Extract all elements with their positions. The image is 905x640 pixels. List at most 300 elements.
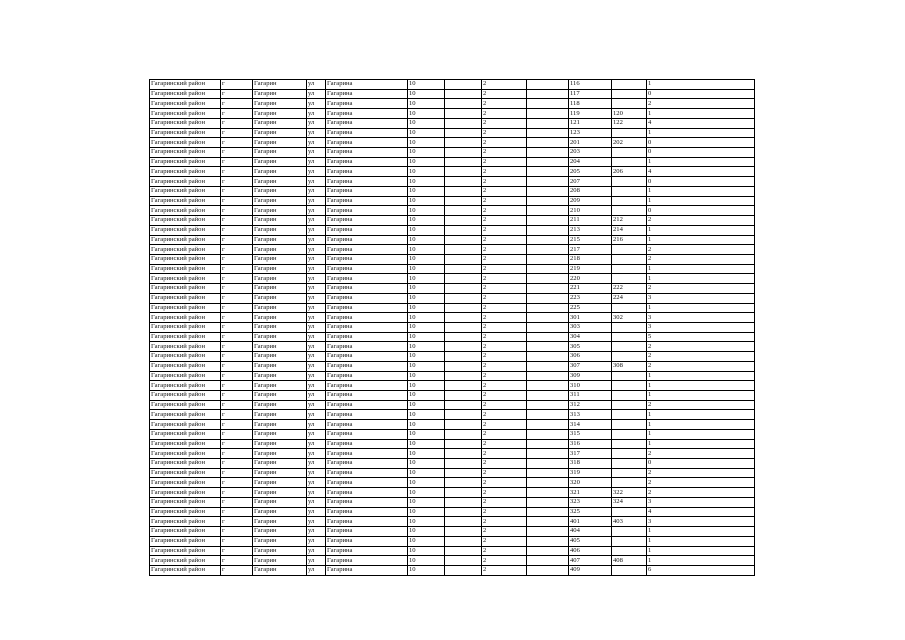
apartment-cell: 201 bbox=[569, 138, 612, 148]
building-cell bbox=[445, 478, 482, 488]
district-cell: Гагаринский район bbox=[150, 420, 221, 430]
settlement-type-cell: г bbox=[221, 546, 253, 556]
table-row bbox=[150, 167, 755, 177]
table-row bbox=[150, 186, 755, 196]
street-cell: Гагарина bbox=[326, 206, 408, 216]
apartment-extra-cell bbox=[612, 264, 647, 274]
extra-cell bbox=[527, 99, 569, 109]
extra-cell bbox=[527, 546, 569, 556]
count-cell: 0 bbox=[647, 89, 755, 99]
count-cell: 1 bbox=[647, 546, 755, 556]
district-cell: Гагаринский район bbox=[150, 303, 221, 313]
apartment-cell: 307 bbox=[569, 361, 612, 371]
settlement-type-cell: г bbox=[221, 420, 253, 430]
building-cell bbox=[445, 274, 482, 284]
building-cell bbox=[445, 138, 482, 148]
street-cell: Гагарина bbox=[326, 536, 408, 546]
house-cell: 10 bbox=[408, 177, 445, 187]
entrance-cell: 2 bbox=[482, 177, 527, 187]
building-cell bbox=[445, 148, 482, 158]
entrance-cell: 2 bbox=[482, 303, 527, 313]
building-cell bbox=[445, 400, 482, 410]
apartment-cell: 313 bbox=[569, 410, 612, 420]
apartment-extra-cell bbox=[612, 157, 647, 167]
count-cell: 0 bbox=[647, 206, 755, 216]
house-cell: 10 bbox=[408, 293, 445, 303]
extra-cell bbox=[527, 128, 569, 138]
district-cell: Гагаринский район bbox=[150, 245, 221, 255]
apartment-cell: 409 bbox=[569, 565, 612, 575]
entrance-cell: 2 bbox=[482, 420, 527, 430]
district-cell: Гагаринский район bbox=[150, 128, 221, 138]
building-cell bbox=[445, 206, 482, 216]
count-cell: 4 bbox=[647, 507, 755, 517]
house-cell: 10 bbox=[408, 449, 445, 459]
apartment-cell: 311 bbox=[569, 391, 612, 401]
extra-cell bbox=[527, 439, 569, 449]
extra-cell bbox=[527, 507, 569, 517]
street-type-cell: ул bbox=[307, 235, 326, 245]
house-cell: 10 bbox=[408, 89, 445, 99]
table-row bbox=[150, 517, 755, 527]
count-cell: 0 bbox=[647, 138, 755, 148]
apartment-cell: 215 bbox=[569, 235, 612, 245]
table-row bbox=[150, 313, 755, 323]
entrance-cell: 2 bbox=[482, 439, 527, 449]
district-cell: Гагаринский район bbox=[150, 497, 221, 507]
settlement-cell: Гагарин bbox=[253, 167, 307, 177]
count-cell: 1 bbox=[647, 186, 755, 196]
building-cell bbox=[445, 546, 482, 556]
settlement-type-cell: г bbox=[221, 254, 253, 264]
settlement-cell: Гагарин bbox=[253, 342, 307, 352]
house-cell: 10 bbox=[408, 303, 445, 313]
settlement-cell: Гагарин bbox=[253, 303, 307, 313]
extra-cell bbox=[527, 468, 569, 478]
settlement-type-cell: г bbox=[221, 157, 253, 167]
entrance-cell: 2 bbox=[482, 196, 527, 206]
street-cell: Гагарина bbox=[326, 80, 408, 90]
count-cell: 5 bbox=[647, 332, 755, 342]
settlement-type-cell: г bbox=[221, 177, 253, 187]
entrance-cell: 2 bbox=[482, 313, 527, 323]
entrance-cell: 2 bbox=[482, 488, 527, 498]
apartment-extra-cell bbox=[612, 196, 647, 206]
apartment-extra-cell bbox=[612, 99, 647, 109]
building-cell bbox=[445, 128, 482, 138]
apartment-cell: 217 bbox=[569, 245, 612, 255]
table-row bbox=[150, 459, 755, 469]
apartment-extra-cell: 206 bbox=[612, 167, 647, 177]
extra-cell bbox=[527, 352, 569, 362]
count-cell: 1 bbox=[647, 264, 755, 274]
street-cell: Гагарина bbox=[326, 235, 408, 245]
entrance-cell: 2 bbox=[482, 99, 527, 109]
count-cell: 1 bbox=[647, 527, 755, 537]
street-type-cell: ул bbox=[307, 391, 326, 401]
settlement-cell: Гагарин bbox=[253, 361, 307, 371]
house-cell: 10 bbox=[408, 478, 445, 488]
street-cell: Гагарина bbox=[326, 381, 408, 391]
settlement-type-cell: г bbox=[221, 264, 253, 274]
settlement-cell: Гагарин bbox=[253, 235, 307, 245]
settlement-type-cell: г bbox=[221, 196, 253, 206]
street-cell: Гагарина bbox=[326, 527, 408, 537]
street-type-cell: ул bbox=[307, 332, 326, 342]
district-cell: Гагаринский район bbox=[150, 361, 221, 371]
building-cell bbox=[445, 410, 482, 420]
table-row bbox=[150, 371, 755, 381]
street-cell: Гагарина bbox=[326, 148, 408, 158]
table-row bbox=[150, 245, 755, 255]
apartment-extra-cell: 408 bbox=[612, 556, 647, 566]
count-cell: 1 bbox=[647, 196, 755, 206]
house-cell: 10 bbox=[408, 167, 445, 177]
apartment-extra-cell bbox=[612, 468, 647, 478]
apartment-extra-cell bbox=[612, 89, 647, 99]
table-row bbox=[150, 254, 755, 264]
apartment-cell: 209 bbox=[569, 196, 612, 206]
table-row bbox=[150, 352, 755, 362]
extra-cell bbox=[527, 80, 569, 90]
street-type-cell: ул bbox=[307, 313, 326, 323]
street-cell: Гагарина bbox=[326, 420, 408, 430]
district-cell: Гагаринский район bbox=[150, 99, 221, 109]
district-cell: Гагаринский район bbox=[150, 167, 221, 177]
settlement-cell: Гагарин bbox=[253, 391, 307, 401]
street-type-cell: ул bbox=[307, 536, 326, 546]
extra-cell bbox=[527, 293, 569, 303]
entrance-cell: 2 bbox=[482, 80, 527, 90]
street-cell: Гагарина bbox=[326, 196, 408, 206]
settlement-type-cell: г bbox=[221, 391, 253, 401]
count-cell: 1 bbox=[647, 536, 755, 546]
house-cell: 10 bbox=[408, 216, 445, 226]
house-cell: 10 bbox=[408, 507, 445, 517]
street-type-cell: ул bbox=[307, 439, 326, 449]
settlement-type-cell: г bbox=[221, 225, 253, 235]
street-type-cell: ул bbox=[307, 468, 326, 478]
entrance-cell: 2 bbox=[482, 556, 527, 566]
district-cell: Гагаринский район bbox=[150, 381, 221, 391]
apartment-extra-cell bbox=[612, 332, 647, 342]
extra-cell bbox=[527, 284, 569, 294]
house-cell: 10 bbox=[408, 517, 445, 527]
house-cell: 10 bbox=[408, 420, 445, 430]
settlement-type-cell: г bbox=[221, 352, 253, 362]
house-cell: 10 bbox=[408, 196, 445, 206]
street-cell: Гагарина bbox=[326, 313, 408, 323]
entrance-cell: 2 bbox=[482, 497, 527, 507]
count-cell: 1 bbox=[647, 410, 755, 420]
street-cell: Гагарина bbox=[326, 497, 408, 507]
settlement-type-cell: г bbox=[221, 449, 253, 459]
extra-cell bbox=[527, 527, 569, 537]
settlement-cell: Гагарин bbox=[253, 206, 307, 216]
street-cell: Гагарина bbox=[326, 556, 408, 566]
settlement-cell: Гагарин bbox=[253, 507, 307, 517]
building-cell bbox=[445, 313, 482, 323]
apartment-cell: 323 bbox=[569, 497, 612, 507]
table-row bbox=[150, 128, 755, 138]
building-cell bbox=[445, 468, 482, 478]
count-cell: 2 bbox=[647, 468, 755, 478]
apartment-extra-cell bbox=[612, 254, 647, 264]
house-cell: 10 bbox=[408, 186, 445, 196]
district-cell: Гагаринский район bbox=[150, 517, 221, 527]
settlement-type-cell: г bbox=[221, 284, 253, 294]
count-cell: 2 bbox=[647, 488, 755, 498]
house-cell: 10 bbox=[408, 546, 445, 556]
table-row bbox=[150, 99, 755, 109]
street-cell: Гагарина bbox=[326, 400, 408, 410]
settlement-cell: Гагарин bbox=[253, 527, 307, 537]
entrance-cell: 2 bbox=[482, 468, 527, 478]
table-row bbox=[150, 556, 755, 566]
street-type-cell: ул bbox=[307, 478, 326, 488]
street-cell: Гагарина bbox=[326, 274, 408, 284]
house-cell: 10 bbox=[408, 264, 445, 274]
extra-cell bbox=[527, 332, 569, 342]
street-cell: Гагарина bbox=[326, 284, 408, 294]
table-row bbox=[150, 293, 755, 303]
building-cell bbox=[445, 322, 482, 332]
house-cell: 10 bbox=[408, 284, 445, 294]
house-cell: 10 bbox=[408, 429, 445, 439]
settlement-type-cell: г bbox=[221, 478, 253, 488]
extra-cell bbox=[527, 449, 569, 459]
settlement-type-cell: г bbox=[221, 89, 253, 99]
extra-cell bbox=[527, 459, 569, 469]
settlement-type-cell: г bbox=[221, 361, 253, 371]
building-cell bbox=[445, 361, 482, 371]
entrance-cell: 2 bbox=[482, 352, 527, 362]
count-cell: 6 bbox=[647, 565, 755, 575]
street-type-cell: ул bbox=[307, 284, 326, 294]
apartment-cell: 320 bbox=[569, 478, 612, 488]
house-cell: 10 bbox=[408, 245, 445, 255]
apartment-cell: 315 bbox=[569, 429, 612, 439]
entrance-cell: 2 bbox=[482, 371, 527, 381]
entrance-cell: 2 bbox=[482, 167, 527, 177]
house-cell: 10 bbox=[408, 556, 445, 566]
apartment-extra-cell bbox=[612, 420, 647, 430]
settlement-cell: Гагарин bbox=[253, 118, 307, 128]
district-cell: Гагаринский район bbox=[150, 439, 221, 449]
street-type-cell: ул bbox=[307, 381, 326, 391]
entrance-cell: 2 bbox=[482, 254, 527, 264]
table-row bbox=[150, 177, 755, 187]
apartment-extra-cell bbox=[612, 536, 647, 546]
apartment-extra-cell bbox=[612, 527, 647, 537]
entrance-cell: 2 bbox=[482, 517, 527, 527]
settlement-type-cell: г bbox=[221, 245, 253, 255]
settlement-type-cell: г bbox=[221, 274, 253, 284]
house-cell: 10 bbox=[408, 138, 445, 148]
extra-cell bbox=[527, 361, 569, 371]
district-cell: Гагаринский район bbox=[150, 206, 221, 216]
settlement-type-cell: г bbox=[221, 507, 253, 517]
street-cell: Гагарина bbox=[326, 361, 408, 371]
street-type-cell: ул bbox=[307, 420, 326, 430]
extra-cell bbox=[527, 177, 569, 187]
street-type-cell: ул bbox=[307, 264, 326, 274]
settlement-type-cell: г bbox=[221, 186, 253, 196]
apartment-extra-cell bbox=[612, 429, 647, 439]
count-cell: 1 bbox=[647, 225, 755, 235]
house-cell: 10 bbox=[408, 157, 445, 167]
district-cell: Гагаринский район bbox=[150, 536, 221, 546]
settlement-cell: Гагарин bbox=[253, 381, 307, 391]
apartment-cell: 405 bbox=[569, 536, 612, 546]
street-cell: Гагарина bbox=[326, 138, 408, 148]
count-cell: 1 bbox=[647, 157, 755, 167]
apartment-cell: 321 bbox=[569, 488, 612, 498]
street-cell: Гагарина bbox=[326, 322, 408, 332]
district-cell: Гагаринский район bbox=[150, 342, 221, 352]
street-type-cell: ул bbox=[307, 527, 326, 537]
table-row bbox=[150, 138, 755, 148]
district-cell: Гагаринский район bbox=[150, 177, 221, 187]
street-type-cell: ул bbox=[307, 167, 326, 177]
apartment-extra-cell bbox=[612, 507, 647, 517]
street-type-cell: ул bbox=[307, 274, 326, 284]
house-cell: 10 bbox=[408, 99, 445, 109]
house-cell: 10 bbox=[408, 536, 445, 546]
table-row bbox=[150, 109, 755, 119]
extra-cell bbox=[527, 410, 569, 420]
count-cell: 2 bbox=[647, 361, 755, 371]
building-cell bbox=[445, 507, 482, 517]
apartment-extra-cell bbox=[612, 80, 647, 90]
apartment-cell: 303 bbox=[569, 322, 612, 332]
street-cell: Гагарина bbox=[326, 371, 408, 381]
count-cell: 2 bbox=[647, 254, 755, 264]
count-cell: 0 bbox=[647, 177, 755, 187]
building-cell bbox=[445, 488, 482, 498]
count-cell: 2 bbox=[647, 400, 755, 410]
building-cell bbox=[445, 439, 482, 449]
street-cell: Гагарина bbox=[326, 254, 408, 264]
building-cell bbox=[445, 352, 482, 362]
district-cell: Гагаринский район bbox=[150, 371, 221, 381]
settlement-type-cell: г bbox=[221, 556, 253, 566]
settlement-type-cell: г bbox=[221, 99, 253, 109]
building-cell bbox=[445, 118, 482, 128]
street-type-cell: ул bbox=[307, 293, 326, 303]
settlement-cell: Гагарин bbox=[253, 332, 307, 342]
street-cell: Гагарина bbox=[326, 332, 408, 342]
settlement-type-cell: г bbox=[221, 235, 253, 245]
district-cell: Гагаринский район bbox=[150, 89, 221, 99]
count-cell: 1 bbox=[647, 439, 755, 449]
entrance-cell: 2 bbox=[482, 225, 527, 235]
settlement-cell: Гагарин bbox=[253, 245, 307, 255]
building-cell bbox=[445, 342, 482, 352]
extra-cell bbox=[527, 235, 569, 245]
settlement-type-cell: г bbox=[221, 527, 253, 537]
apartment-cell: 306 bbox=[569, 352, 612, 362]
entrance-cell: 2 bbox=[482, 109, 527, 119]
building-cell bbox=[445, 89, 482, 99]
district-cell: Гагаринский район bbox=[150, 468, 221, 478]
table-row bbox=[150, 148, 755, 158]
table-row bbox=[150, 89, 755, 99]
street-cell: Гагарина bbox=[326, 546, 408, 556]
apartment-extra-cell bbox=[612, 303, 647, 313]
entrance-cell: 2 bbox=[482, 429, 527, 439]
street-cell: Гагарина bbox=[326, 293, 408, 303]
street-type-cell: ул bbox=[307, 254, 326, 264]
settlement-type-cell: г bbox=[221, 216, 253, 226]
settlement-cell: Гагарин bbox=[253, 216, 307, 226]
apartment-extra-cell: 324 bbox=[612, 497, 647, 507]
house-cell: 10 bbox=[408, 80, 445, 90]
house-cell: 10 bbox=[408, 410, 445, 420]
table-row bbox=[150, 429, 755, 439]
settlement-type-cell: г bbox=[221, 206, 253, 216]
apartment-cell: 304 bbox=[569, 332, 612, 342]
street-type-cell: ул bbox=[307, 449, 326, 459]
street-cell: Гагарина bbox=[326, 352, 408, 362]
table-row bbox=[150, 381, 755, 391]
district-cell: Гагаринский район bbox=[150, 284, 221, 294]
district-cell: Гагаринский район bbox=[150, 148, 221, 158]
building-cell bbox=[445, 381, 482, 391]
count-cell: 0 bbox=[647, 459, 755, 469]
building-cell bbox=[445, 332, 482, 342]
street-type-cell: ул bbox=[307, 225, 326, 235]
building-cell bbox=[445, 497, 482, 507]
entrance-cell: 2 bbox=[482, 235, 527, 245]
apartment-cell: 205 bbox=[569, 167, 612, 177]
house-cell: 10 bbox=[408, 235, 445, 245]
district-cell: Гагаринский район bbox=[150, 449, 221, 459]
settlement-type-cell: г bbox=[221, 303, 253, 313]
apartment-extra-cell bbox=[612, 410, 647, 420]
count-cell: 2 bbox=[647, 352, 755, 362]
apartment-cell: 301 bbox=[569, 313, 612, 323]
apartment-extra-cell bbox=[612, 128, 647, 138]
settlement-type-cell: г bbox=[221, 497, 253, 507]
table-row bbox=[150, 410, 755, 420]
apartment-extra-cell bbox=[612, 274, 647, 284]
street-cell: Гагарина bbox=[326, 109, 408, 119]
apartment-cell: 316 bbox=[569, 439, 612, 449]
extra-cell bbox=[527, 478, 569, 488]
building-cell bbox=[445, 449, 482, 459]
district-cell: Гагаринский район bbox=[150, 546, 221, 556]
entrance-cell: 2 bbox=[482, 410, 527, 420]
house-cell: 10 bbox=[408, 381, 445, 391]
street-cell: Гагарина bbox=[326, 167, 408, 177]
apartment-extra-cell bbox=[612, 565, 647, 575]
district-cell: Гагаринский район bbox=[150, 488, 221, 498]
house-cell: 10 bbox=[408, 361, 445, 371]
street-type-cell: ул bbox=[307, 371, 326, 381]
street-type-cell: ул bbox=[307, 80, 326, 90]
street-cell: Гагарина bbox=[326, 89, 408, 99]
settlement-cell: Гагарин bbox=[253, 128, 307, 138]
apartment-extra-cell bbox=[612, 546, 647, 556]
table-row bbox=[150, 420, 755, 430]
table-row bbox=[150, 80, 755, 90]
street-cell: Гагарина bbox=[326, 245, 408, 255]
apartment-extra-cell bbox=[612, 391, 647, 401]
entrance-cell: 2 bbox=[482, 459, 527, 469]
building-cell bbox=[445, 565, 482, 575]
extra-cell bbox=[527, 565, 569, 575]
